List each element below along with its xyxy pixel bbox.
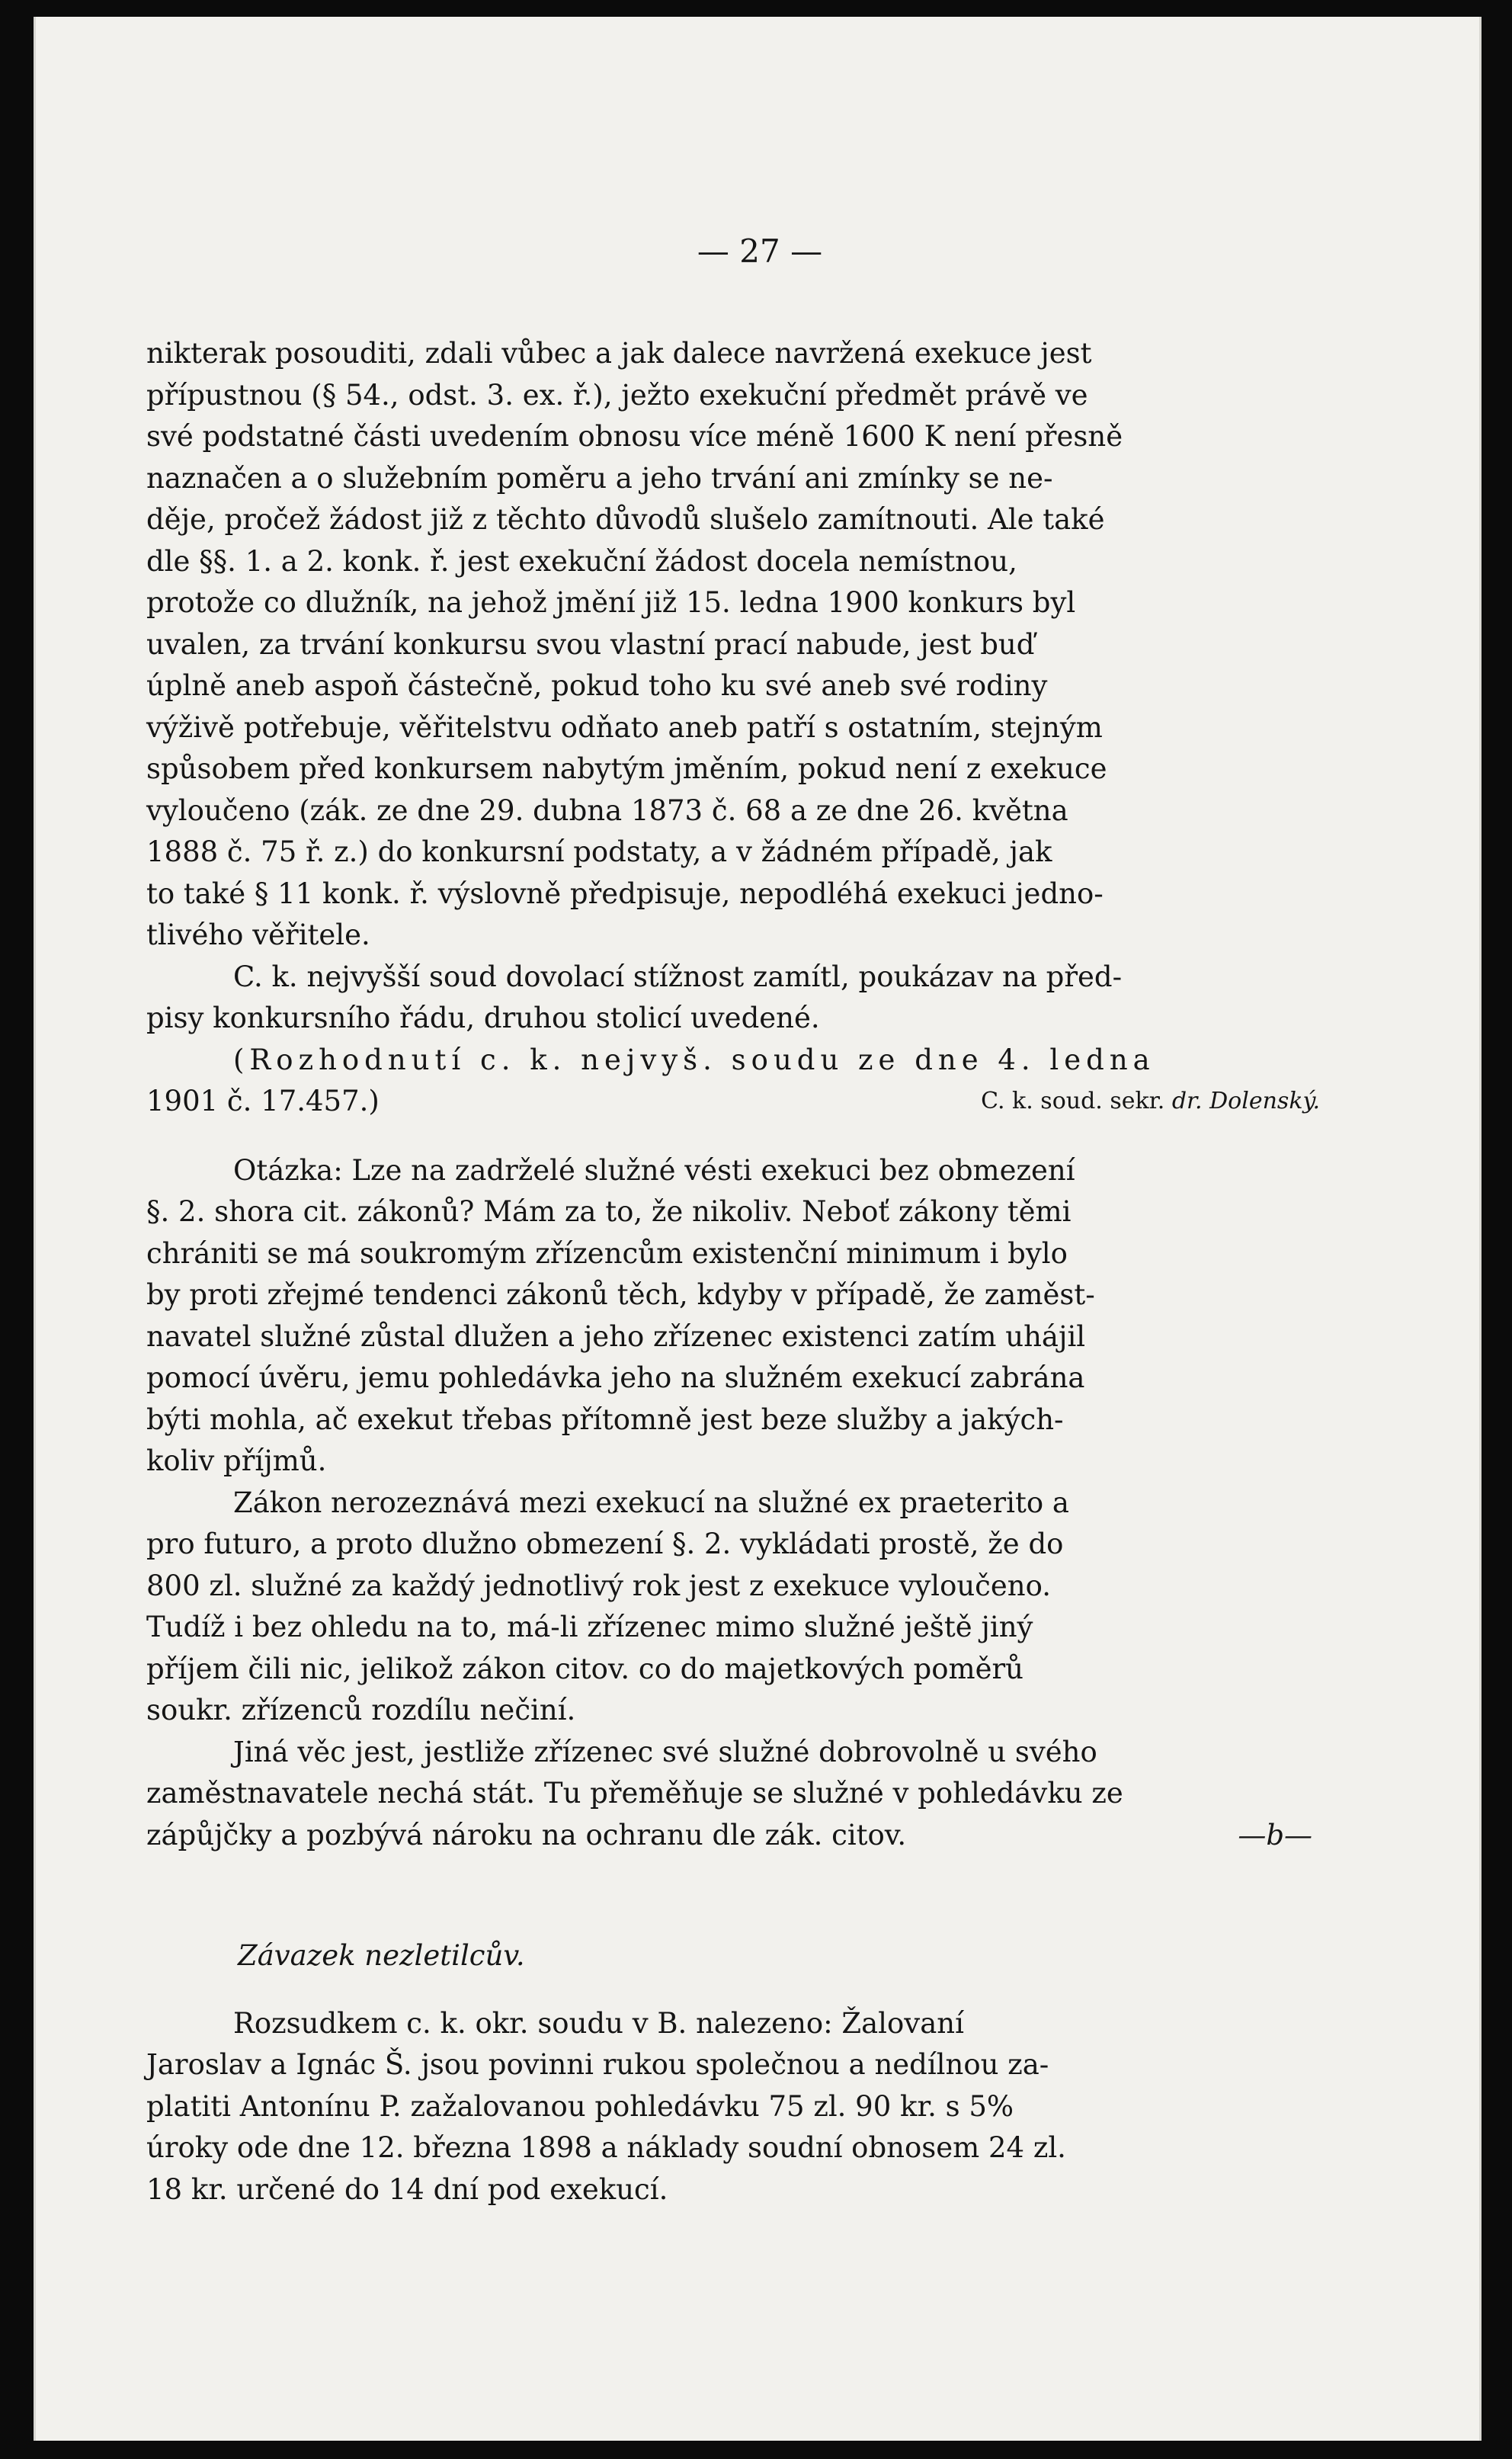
text-line: výživě potřebuje, věřitelstvu odňato aneb patří s ostatním, stejným (146, 710, 1103, 744)
signatory-name: dr. Dolenský. (1171, 1088, 1320, 1114)
page-number: — 27 — (697, 232, 823, 270)
page-body (146, 333, 1320, 2211)
text-line: vyloučeno (zák. ze dne 29. dubna 1873 č. 68 a ze dne 26. května (146, 793, 1068, 827)
paragraph-judgment (146, 2003, 1320, 2211)
text-line: protože co dlužník, na jehož jmění již 15. ledna 1900 konkurs byl (146, 586, 1076, 619)
text-line: pisy konkursního řádu, druhou stolicí uvedené. (146, 1002, 820, 1034)
author-signature: —b— (1238, 1818, 1312, 1851)
paragraph-continuation (146, 333, 1320, 957)
decision-citation: (Rozhodnutí c. k. nejvyš. soudu ze dne 4. ledna (233, 1043, 1155, 1076)
text-line: Zákon nerozeznává mezi exekucí na služné ex praeterito a (233, 1486, 1069, 1519)
text-line: Jaroslav a Ignác Š. jsou povinni rukou společnou a nedílnou za- (146, 2048, 1049, 2081)
signatory (981, 1081, 1320, 1123)
text-line: úroky ode dne 12. března 1898 a náklady soudní obnosem 24 zl. (146, 2131, 1066, 2164)
text-line: naznačen a o služebním poměru a jeho trvání ani zmínky se ne- (146, 461, 1053, 495)
decision-reference (146, 1040, 1320, 1123)
text-line: přípustnou (§ 54., odst. 3. ex. ř.), ježto exekuční předmět právě ve (146, 378, 1088, 412)
paragraph-question (146, 1150, 1320, 1483)
text-line: Tudíž i bez ohledu na to, má-li zřízenec mimo služné ještě jiný (146, 1611, 1033, 1643)
text-line: platiti Antonínu P. zažalovanou pohledávku 75 zl. 90 kr. s 5% (146, 2089, 1014, 2123)
decision-number: 1901 č. 17.457.) (146, 1085, 380, 1117)
paragraph-other-matter (146, 1732, 1320, 1857)
decision-footer (146, 1081, 1320, 1123)
text-line: 800 zl. služné za každý jednotlivý rok jest z exekuce vyloučeno. (146, 1569, 1052, 1602)
text-line: 18 kr. určené do 14 dní pod exekucí. (146, 2172, 668, 2206)
text-line: §. 2. shora cit. zákonů? Mám za to, že nikoliv. Neboť zákony těmi (146, 1195, 1072, 1228)
text-line: zaměstnavatele nechá stát. Tu přeměňuje se služné v pohledávku ze (146, 1777, 1123, 1810)
text-line: Otázka: Lze na zadrželé služné vésti exekuci bez obmezení (233, 1153, 1075, 1187)
text-line: uvalen, za trvání konkursu svou vlastní prací nabude, jest buď (146, 627, 1035, 661)
text-line: spůsobem před konkursem nabytým jměním, pokud není z exekuce (146, 752, 1107, 785)
paragraph-law (146, 1483, 1320, 1732)
text-line: pro futuro, a proto dlužno obmezení §. 2. vykládati prostě, že do (146, 1528, 1064, 1560)
text-line: C. k. nejvyšší soud dovolací stížnost zamítl, poukázav na před- (233, 960, 1123, 993)
text-line: dle §§. 1. a 2. konk. ř. jest exekuční žádost docela nemístnou, (146, 544, 1017, 578)
text-line: příjem čili nic, jelikož zákon citov. co do majetkových poměrů (146, 1652, 1024, 1685)
signatory-title: C. k. soud. sekr. (981, 1088, 1165, 1114)
paragraph-court-ruling (146, 957, 1320, 1040)
text-line: nikterak posouditi, zdali vůbec a jak dalece navržená exekuce jest (146, 337, 1092, 370)
text-line: tlivého věřitele. (146, 919, 370, 951)
book-page (34, 17, 1482, 2441)
text-line: své podstatné části uvedením obnosu více méně 1600 K není přesně (146, 420, 1123, 453)
text-line: to také § 11 konk. ř. výslovně předpisuje, nepodléhá exekuci jedno- (146, 877, 1104, 910)
text-line: by proti zřejmé tendenci zákonů těch, kdyby v případě, že zaměst- (146, 1278, 1095, 1311)
text-line: zápůjčky a pozbývá nároku na ochranu dle zák. citov. (146, 1818, 907, 1851)
paragraph-end (146, 1815, 1320, 1857)
text-line: navatel služné zůstal dlužen a jeho zřízenec existenci zatím uhájil (146, 1319, 1086, 1353)
text-line: pomocí úvěru, jemu pohledávka jeho na služném exekucí zabrána (146, 1361, 1085, 1394)
text-line: chrániti se má soukromým zřízencům existenční minimum i bylo (146, 1236, 1068, 1270)
text-line: děje, pročež žádost již z těchto důvodů slušelo zamítnouti. Ale také (146, 503, 1105, 536)
section-title: Závazek nezletilcův. (238, 1939, 525, 1972)
text-line: koliv příjmů. (146, 1444, 327, 1477)
text-line: úplně aneb aspoň částečně, pokud toho ku své aneb své rodiny (146, 669, 1048, 702)
text-line: 1888 č. 75 ř. z.) do konkursní podstaty, a v žádném případě, jak (146, 835, 1052, 868)
text-line: Jiná věc jest, jestliže zřízenec své služné dobrovolně u svého (233, 1735, 1097, 1768)
text-line: Rozsudkem c. k. okr. soudu v B. nalezeno: Žalovaní (233, 2006, 964, 2040)
text-line: býti mohla, ač exekut třebas přítomně jest beze služby a jakých- (146, 1403, 1064, 1436)
text-line: soukr. zřízenců rozdílu nečiní. (146, 1694, 576, 1726)
